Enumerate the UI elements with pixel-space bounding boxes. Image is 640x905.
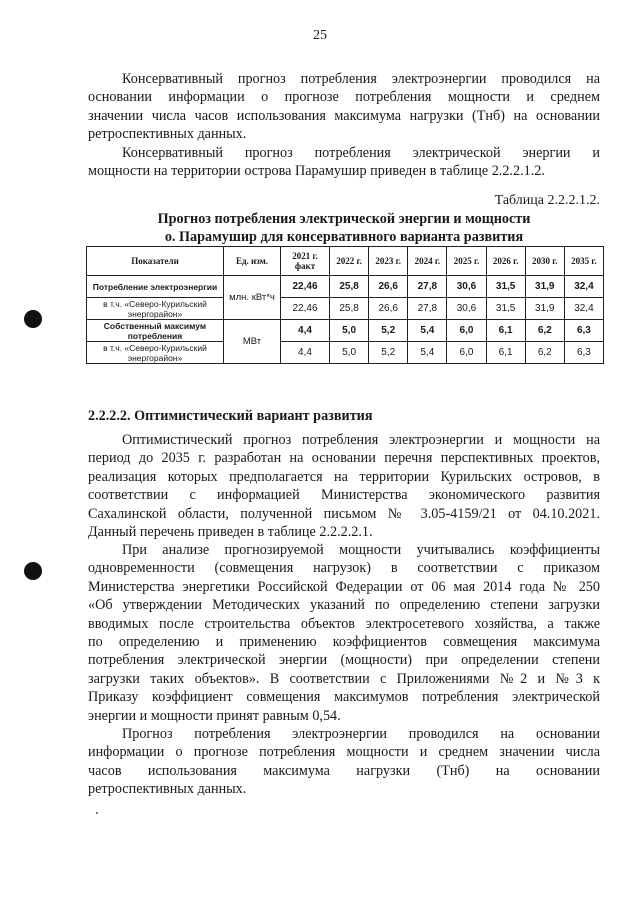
text-line: Данный перечень приведен в таблице 2.2.2.2.1. <box>88 524 373 541</box>
table-cell: 5,0 <box>330 342 369 364</box>
text-line: Оптимистический прогноз потребления электроэнергии и мощности на <box>122 432 600 448</box>
header-2030: 2030 г. <box>525 247 564 276</box>
table-cell: 5,2 <box>369 342 408 364</box>
table-row <box>87 320 604 342</box>
text-line: энергии и мощности принят равным 0,54. <box>88 707 341 724</box>
text-line: соответствии с информацией Министерства экономического развития <box>88 487 600 504</box>
text-line: часов использования максимума нагрузки (Тнб) на основании <box>88 762 600 779</box>
table-cell: 31,5 <box>486 276 525 298</box>
table-cell: 27,8 <box>408 276 447 298</box>
text-line: Прогноз потребления электроэнергии проводился на основании <box>122 726 600 742</box>
intro-paragraph-1 <box>88 70 600 144</box>
table-row <box>87 298 604 320</box>
text-line: основании информации о прогнозе потребления мощности и среднем <box>88 89 600 106</box>
header-2023: 2023 г. <box>369 247 408 276</box>
table-title-line-2: о. Парамушир для консервативного варианта развития <box>164 229 524 245</box>
unit-energy: млн. кВт*ч <box>224 276 281 320</box>
text-line: Министерства энергетики Российской Федерации от 06 мая 2014 года № 250 <box>88 578 600 595</box>
table-cell: 6,2 <box>525 320 564 342</box>
text-line: Сахалинской области, полученной письмом № 3.05-4159/21 от 04.10.2021. <box>88 505 600 522</box>
text-line: информации о прогнозе потребления мощности и среднем значении числа <box>88 744 600 761</box>
text-line: загрузки таких объектов». В соответствии с Приложениями №2 и №3 к <box>88 670 600 687</box>
text-line: вводимых после строительства объектов электросетевого хозяйства, а также <box>88 615 600 632</box>
header-2026: 2026 г. <box>486 247 525 276</box>
table-cell: 32,4 <box>564 276 603 298</box>
scan-speck <box>96 812 98 814</box>
text-line: потребления электрической энергии (мощности) при определении степени <box>88 652 600 669</box>
table-cell: 30,6 <box>447 298 486 320</box>
table-cell: 6,1 <box>486 342 525 364</box>
row-label: Собственный максимум потребления <box>87 320 224 342</box>
table-cell: 6,1 <box>486 320 525 342</box>
unit-power: МВт <box>224 320 281 364</box>
table-title-line-1: Прогноз потребления электрической энергии и мощности <box>157 211 531 227</box>
table-cell: 25,8 <box>330 298 369 320</box>
punch-hole <box>24 562 42 580</box>
forecast-table <box>86 246 604 364</box>
table-cell: 31,9 <box>525 298 564 320</box>
table-cell: 6,0 <box>447 342 486 364</box>
header-2025: 2025 г. <box>447 247 486 276</box>
header-2024: 2024 г. <box>408 247 447 276</box>
row-label: в т.ч. «Северо-Курильский энергорайон» <box>87 298 224 320</box>
table-caption-label: Таблица 2.2.2.1.2. <box>494 193 600 208</box>
text-line: «Об утверждении Методических указаний по определению степени загрузки <box>88 597 600 614</box>
text-line: мощности на территории острова Парамушир приведен в таблице 2.2.2.1.2. <box>88 163 545 180</box>
header-2021: 2021 г. факт <box>281 247 330 276</box>
table-cell: 6,3 <box>564 320 603 342</box>
text-line: ретроспективных данных. <box>88 781 247 798</box>
text-line: одновременности (совмещения нагрузок) в соответствии с приказом <box>88 560 600 577</box>
text-line: Приказу коэффициент совмещения максимумов потребления электрической <box>88 689 600 706</box>
table-cell: 6,2 <box>525 342 564 364</box>
table-cell: 26,6 <box>369 276 408 298</box>
table-header-row <box>87 247 604 276</box>
text-line: по определению и применению коэффициентов совмещения максимума <box>88 634 600 651</box>
page-number: 25 <box>313 28 327 43</box>
punch-hole <box>24 310 42 328</box>
section-paragraph-3 <box>88 725 600 799</box>
row-label: в т.ч. «Северо-Курильский энергорайон» <box>87 342 224 364</box>
intro-paragraph-2 <box>88 144 600 181</box>
text-line: ретроспективных данных. <box>88 126 247 143</box>
section-paragraph-1 <box>88 431 600 541</box>
table-cell: 32,4 <box>564 298 603 320</box>
table-cell: 22,46 <box>281 276 330 298</box>
text-line: реализация которых предполагается на территории Курильских островов, в <box>88 468 600 485</box>
table-cell: 31,5 <box>486 298 525 320</box>
table-cell: 27,8 <box>408 298 447 320</box>
table-cell: 25,8 <box>330 276 369 298</box>
table-cell: 5,4 <box>408 320 447 342</box>
table-cell: 5,4 <box>408 342 447 364</box>
table-row <box>87 276 604 298</box>
header-indicator: Показатели <box>87 247 224 276</box>
header-unit: Ед. изм. <box>224 247 281 276</box>
header-2035: 2035 г. <box>564 247 603 276</box>
section-heading: 2.2.2.2. Оптимистический вариант развития <box>88 408 373 424</box>
table-cell: 5,2 <box>369 320 408 342</box>
section-paragraph-2 <box>88 541 600 725</box>
table-cell: 4,4 <box>281 320 330 342</box>
table-cell: 6,3 <box>564 342 603 364</box>
table-cell: 4,4 <box>281 342 330 364</box>
text-line: период до 2035 г. разработан на основании перечня перспективных проектов, <box>88 450 600 467</box>
table-cell: 6,0 <box>447 320 486 342</box>
text-line: Консервативный прогноз потребления электроэнергии проводился на <box>122 71 600 87</box>
table-cell: 5,0 <box>330 320 369 342</box>
table-cell: 30,6 <box>447 276 486 298</box>
text-line: значении числа часов использования максимума нагрузки (Тнб) на основании <box>88 107 600 124</box>
text-line: При анализе прогнозируемой мощности учитывались коэффициенты <box>122 542 600 558</box>
table-row <box>87 342 604 364</box>
table-cell: 26,6 <box>369 298 408 320</box>
table-cell: 31,9 <box>525 276 564 298</box>
row-label: Потребление электроэнергии <box>87 276 224 298</box>
header-2022: 2022 г. <box>330 247 369 276</box>
table-cell: 22,46 <box>281 298 330 320</box>
text-line: Консервативный прогноз потребления электрической энергии и <box>122 145 600 161</box>
